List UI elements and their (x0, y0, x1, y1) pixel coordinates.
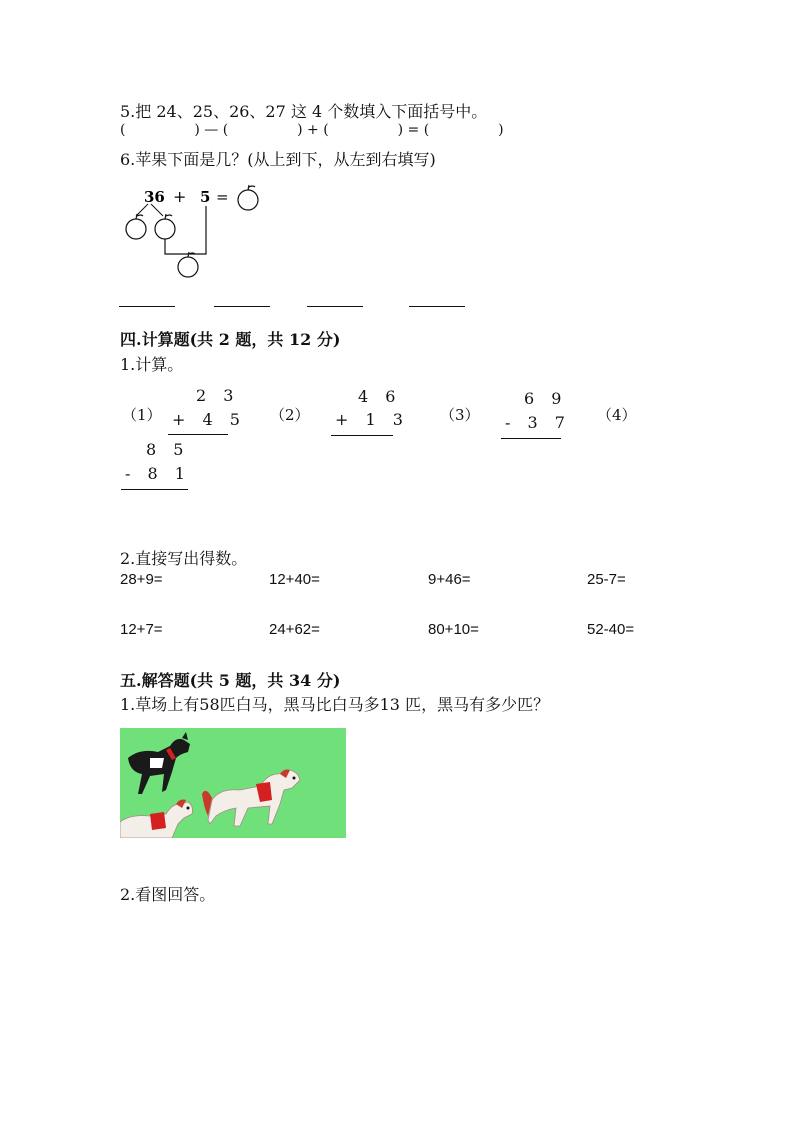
mental-item: 25-7= (587, 571, 626, 588)
mental-item: 80+10= (428, 621, 479, 638)
calc-2-top: 4 6 (358, 387, 402, 406)
section-4-q1: 1.计算。 (120, 355, 184, 374)
paren-close: ) (297, 122, 303, 138)
mental-item: 28+9= (120, 571, 163, 588)
answer-line-2[interactable] (214, 306, 270, 307)
calc-3-bottom: - 3 7 (505, 413, 571, 432)
horses-illustration (120, 728, 346, 838)
paren-open: ( (323, 122, 329, 138)
calc-label-3: （3） (440, 406, 480, 424)
question-6-text: 6.苹果下面是几？(从上到下，从左到右填写) (120, 150, 436, 169)
mental-item: 9+46= (428, 571, 471, 588)
answer-line-1[interactable] (119, 306, 175, 307)
calc-1-bottom: + 4 5 (172, 410, 246, 429)
mental-item: 52-40= (587, 621, 635, 638)
paren-open: ( (423, 122, 430, 138)
equation-op: + (173, 187, 187, 206)
calc-2-line (331, 435, 393, 436)
apple-icon (126, 214, 146, 239)
apple-icon (238, 185, 258, 210)
section-4-title: 四.计算题(共 2 题，共 12 分) (120, 330, 341, 349)
section-5-q2: 2.看图回答。 (120, 885, 216, 904)
equation-a: 36 (144, 188, 165, 206)
answer-line-3[interactable] (307, 306, 363, 307)
calc-label-4: （4） (597, 406, 637, 424)
calc-label-1: （1） (122, 406, 162, 424)
paren-close: ) (397, 122, 404, 138)
paren-close: ) (194, 122, 200, 138)
calc-4-bottom: - 8 1 (125, 464, 191, 483)
calc-1-line (168, 434, 228, 435)
question-5-text: 5.把 24、25、26、27 这 4 个数填入下面括号中。 (120, 102, 488, 121)
paren-open: ( (120, 122, 126, 138)
apple-icon (155, 214, 175, 239)
calc-label-2: （2） (270, 406, 310, 424)
calc-4-line (121, 489, 188, 490)
equation-eq: = (216, 188, 229, 206)
calc-1-top: 2 3 (196, 386, 240, 405)
paren-open: ( (222, 122, 229, 138)
apple-diagram (118, 182, 278, 282)
answer-line-4[interactable] (409, 306, 465, 307)
calc-4-top: 8 5 (146, 440, 190, 459)
section-5-title: 五.解答题(共 5 题，共 34 分) (120, 671, 341, 690)
paren-close: ) (498, 122, 504, 138)
plus-sign: + (307, 122, 319, 138)
bracket-line (165, 206, 206, 254)
mental-item: 12+7= (120, 621, 163, 638)
calc-3-top: 6 9 (524, 389, 568, 408)
section-5-q1: 1.草场上有58匹白马，黑马比白马多13 匹，黑马有多少匹？ (120, 695, 550, 714)
branch-line-left (136, 204, 148, 216)
calc-2-bottom: + 1 3 (335, 410, 409, 429)
question-5-blank-row (120, 122, 504, 138)
apple-icon (178, 252, 198, 277)
minus-sign: — (204, 122, 219, 138)
mental-item: 12+40= (269, 571, 320, 588)
calc-3-line (501, 438, 561, 439)
mental-item: 24+62= (269, 621, 320, 638)
section-4-q2: 2.直接写出得数。 (120, 549, 248, 568)
equation-b: 5 (200, 188, 211, 206)
equals-sign: = (407, 122, 420, 138)
